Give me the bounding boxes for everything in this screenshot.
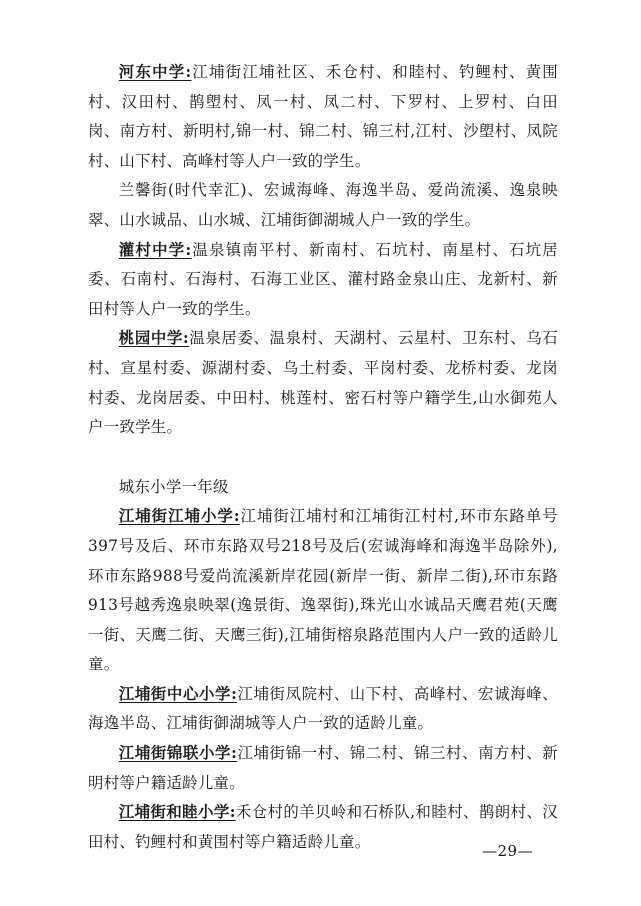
school-name-hemu: 江埔街和睦小学:: [118, 803, 236, 822]
school-entry-zhongxin: [88, 680, 558, 739]
school-name-jiangpu: 江埔街江埔小学:: [118, 507, 240, 526]
school-entry-hedong-2: [88, 176, 558, 235]
school-entry-jinlian: [88, 739, 558, 798]
school-entry-hedong-1: [88, 58, 558, 176]
section-title: 城东小学一年级: [118, 477, 229, 496]
page-number: —29—: [482, 842, 534, 860]
school-entry-taoyuan: [88, 324, 558, 442]
school-name-hedong: 河东中学:: [118, 63, 192, 81]
school-area-hedong-2: 兰馨街(时代幸汇)、宏诚海峰、海逸半岛、爱尚流溪、逸泉映翠、山水诚品、山水城、江埔街御湖城人户一致的学生。: [88, 181, 558, 229]
school-area-guancun: 温泉镇南平村、新南村、石坑村、南星村、石坑居委、石南村、石海村、石海工业区、灌村路金泉山庄、龙新村、新田村等人户一致的学生。: [88, 240, 558, 318]
school-name-guancun: 灌村中学:: [118, 240, 192, 259]
school-entry-jiangpu: [88, 502, 558, 680]
school-area-hedong-1: 江埔街江埔社区、禾仓村、和睦村、钓鲤村、黄围村、汉田村、鹊塱村、凤一村、凤二村、下罗村、上罗村、白田岗、南方村、新明村,锦一村、锦二村、锦三村,江村、沙塱村、凤院村、山下村、高峰村等人户一致的学生。: [88, 63, 558, 170]
school-area-jiangpu: 江埔街江埔村和江埔街江村村,环市东路单号397号及后、环市东路双号218号及后(宏诚海峰和海逸半岛除外),环市东路988号爱尚流溪新岸花园(新岸一街、新岸二街),环市东路913号越秀逸泉映翠(逸景街、逸翠街),珠光山水诚品天鹰君苑(天鹰一街、天鹰二街、天鹰三街),江埔街榕泉路范围内人户一致的适龄儿童。: [88, 507, 558, 674]
school-entry-guancun: [88, 236, 558, 325]
school-area-zhongxin: 江埔街凤院村、山下村、高峰村、宏诚海峰、海逸半岛、江埔街御湖城等人户一致的适龄儿童。: [88, 684, 558, 733]
school-area-jinlian: 江埔街锦一村、锦二村、锦三村、南方村、新明村等户籍适龄儿童。: [88, 744, 558, 792]
school-name-zhongxin: 江埔街中心小学:: [118, 684, 238, 703]
school-area-hemu: 禾仓村的羊贝岭和石桥队,和睦村、鹊朗村、汉田村、钓鲤村和黄围村等户籍适龄儿童。: [88, 803, 558, 851]
section-gap: [88, 443, 558, 473]
document-body: [88, 58, 558, 857]
school-area-taoyuan: 温泉居委、温泉村、天湖村、云星村、卫东村、乌石村、宣星村委、源湖村委、乌土村委、平岗村委、龙桥村委、龙岗村委、龙岗居委、中田村、桃莲村、密石村等户籍学生,山水御苑人户一致学生。: [88, 329, 558, 437]
school-name-taoyuan: 桃园中学:: [118, 329, 189, 348]
school-name-jinlian: 江埔街锦联小学:: [118, 744, 238, 763]
